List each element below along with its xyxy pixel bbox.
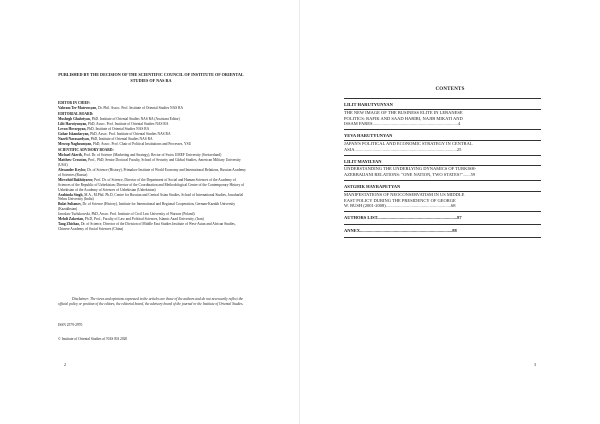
board-member-affiliation: Jaroslaw Turlukowski, PhD, Assoc. Prof. Institute of Civil Law University of Warsaw (Poland) <box>58 212 195 217</box>
toc-article-link[interactable] <box>344 166 541 180</box>
toc-article-title-line: EAST POLICY DURING THE PRESIDENCY OF GEORGE <box>344 197 456 203</box>
board-member-entry <box>58 168 248 178</box>
board-member-affiliation: PhD. Institute of Oriental Studies NAS RA (Assistant Editor) <box>90 117 180 122</box>
page-number-right: 3 <box>534 362 536 367</box>
toc-article-title-line: ISSAM FARES............................................................................4 <box>344 121 461 127</box>
board-member-affiliation: PhD, Assoc. Prof. Institute of Oriental Studies NAS RA <box>87 122 169 127</box>
right-page <box>300 0 600 424</box>
board-member-affiliation: Ph.D, Prof., Faculty of Law and Political Sciences, Islamic Azad University, (Iran) <box>83 217 204 222</box>
scientific-advisory-board-list <box>58 153 248 232</box>
toc-article-title-line: THE NEW IMAGE OF THE BUSINESS ELITE IN LEBANESE <box>344 109 463 115</box>
board-member-name: Bulat Sultanov, <box>58 202 82 207</box>
board-member-name: Arabinda Singh, <box>58 192 84 197</box>
toc-article-title-line: UNDERSTANDING THE UNDERLYING DYNAMICS OF TURKISH- <box>344 166 477 172</box>
board-member-affiliation: M.A., M.Phil. Ph.D, Centre for Russian and Central Asian Studies, School of International Studies, Jawaharlal Nehru University (India) <box>58 192 244 202</box>
board-member-name: Mesrop Naghoumyan, <box>58 141 93 146</box>
board-member-affiliation: Dr. Phil. Assoc. Prof. Institute of Oriental Studies NAS RA <box>97 105 184 110</box>
editor-in-chief-list <box>58 106 248 111</box>
board-member-name: Levon Hovsepyan, <box>58 127 87 132</box>
board-member-affiliation: Dr. of Science (History), Institute for International and Regional Cooperation, German-Kazakh University (Kazakhstan) <box>58 202 236 212</box>
toc-article-link[interactable] <box>344 141 541 155</box>
contents-title: CONTENTS <box>435 87 465 92</box>
table-of-contents <box>344 98 541 238</box>
editor-in-chief-heading: EDITOR IN CHIEF: <box>58 101 91 105</box>
toc-divider <box>344 237 541 238</box>
board-member-affiliation: Prof. Dr. of Science, Director of the Department of Social and Human Sciences of the Academy of Sciences of the Republic of Uzbekistan; Director of the Coordination and Methodological Centre of the Contemporary History of Uzbekistan of the Academy of Sciences of Uzbekistan (Uzbekistan) <box>58 177 245 192</box>
issn-number: ISSN 2579-2970 <box>58 323 83 327</box>
toc-article-link[interactable] <box>344 110 541 129</box>
board-member-affiliation: PhD, Institute of Oriental Studies NAS RA <box>89 136 153 141</box>
toc-article-title-line: POLITICS: RAFIK AND SAAD HARIRI, NAJIB MIKATI AND <box>344 115 463 121</box>
board-member-name: Mehdi Zakerian, <box>58 217 84 222</box>
masthead <box>58 101 248 232</box>
toc-article-title-line: JAPAN'S POLITICAL AND ECONOMIC STRATEGY IN CENTRAL <box>344 140 473 146</box>
board-member-affiliation: Dr. of Science, Director of the Division of Middle East Studies Institute of West-Asian and African Studies, Chinese Academy of Social Sciences (China) <box>58 221 236 231</box>
board-member-name: Tang Zhichao, <box>58 221 81 226</box>
board-member-name: Alexander Krylov, <box>58 167 87 172</box>
board-member-entry <box>58 158 248 168</box>
scientific-advisory-board-heading: SCIENTIFIC ADVISORY BOARD: <box>58 148 114 153</box>
toc-authors-list-link[interactable]: AUTHORS LIST.......................................................................87 <box>344 215 462 221</box>
page-number-left: 2 <box>64 362 66 367</box>
toc-author: LILIT MAYILYAN <box>344 158 382 164</box>
board-member-affiliation: PhD, Assoc. Prof. Chair of Political Institutions and Processes, YSU <box>92 141 192 146</box>
board-member-name: Lilit Harutyunyan, <box>58 122 88 127</box>
board-member-affiliation: Prof. Dr. of Science (Marketing and Strategy), Rector of Swiss UMEF University (Switzerland) <box>82 153 222 158</box>
board-member-entry <box>58 178 248 193</box>
editorial-board-heading: EDITORIAL BOARD: <box>58 112 94 117</box>
copyright-notice: © Institute of Oriental Studies of NAS RA 2020 <box>58 337 128 341</box>
toc-annex-link[interactable]: ANNEX..................................................................................88 <box>344 227 457 233</box>
board-member-name: Nazeli Navasardyan, <box>58 136 90 141</box>
board-member-affiliation: PhD, Assoc. Prof. Institute of Oriental Studies NAS RA <box>89 132 171 137</box>
toc-article-title-line: MANIFESTATIONS OF NEOCONSERVATISM IN US MIDDLE <box>344 191 465 197</box>
board-member-affiliation: Dr. of Science (History), Primakov Institute of World Economy and International Relations, Russian Academy of Sciences (Russia) <box>58 167 246 177</box>
board-member-entry <box>58 222 248 232</box>
board-member-name: Gohar Iskandaryan, <box>58 132 90 137</box>
board-member-name: Vahram Ter-Matevosyan, <box>58 105 98 110</box>
board-member-name: Michael Akerib, <box>58 153 83 158</box>
board-member-entry <box>58 142 248 147</box>
toc-article-link[interactable] <box>344 192 541 211</box>
toc-article-title-line: ASIA...........................................................................................25 <box>344 146 462 152</box>
board-member-name: Mushegh Ghahriyan, <box>58 117 91 122</box>
toc-author: YEVA HARUTYUNYAN <box>344 133 393 139</box>
publication-heading: PUBLISHED BY THE DECISION OF THE SCIENTIFIC COUNCIL OF INSTITUTE OF ORIENTAL STUDIES OF NAS RA <box>58 72 244 83</box>
disclaimer-text: Disclaimer: The views and opinions expressed in the articles are those of the authors and do not necessarily reflect the official policy or position of the editors, the editorial board, the advisory board of the journal or the Institute of Oriental Studies. <box>58 297 244 306</box>
board-member-name: Matthew Crosston, <box>58 158 88 163</box>
board-member-affiliation: Prof., PhD, Senior Doctoral Faculty, School of Security and Global Studies, American Military University (USA) <box>58 158 241 168</box>
toc-article-title-line: W. BUSH (2001-2008)..........................................................68 <box>344 203 456 209</box>
editorial-board-list <box>58 117 248 146</box>
toc-author: LILIT HARUTYUNYAN <box>344 102 393 107</box>
board-member-name: Mirvohid Bakhtiyarov, <box>58 177 94 182</box>
board-member-affiliation: PhD, Institute of Oriental Studies NAS RA <box>86 127 150 132</box>
toc-author: ASTGHIK HAYRAPETYAN <box>344 183 401 189</box>
toc-article-title-line: AZERBAIJANI RELATIONS: "ONE NATION, TWO STATES!".......59 <box>344 172 476 178</box>
board-member-entry <box>58 106 248 111</box>
board-member-entry <box>58 193 248 203</box>
board-member-entry <box>58 202 248 212</box>
